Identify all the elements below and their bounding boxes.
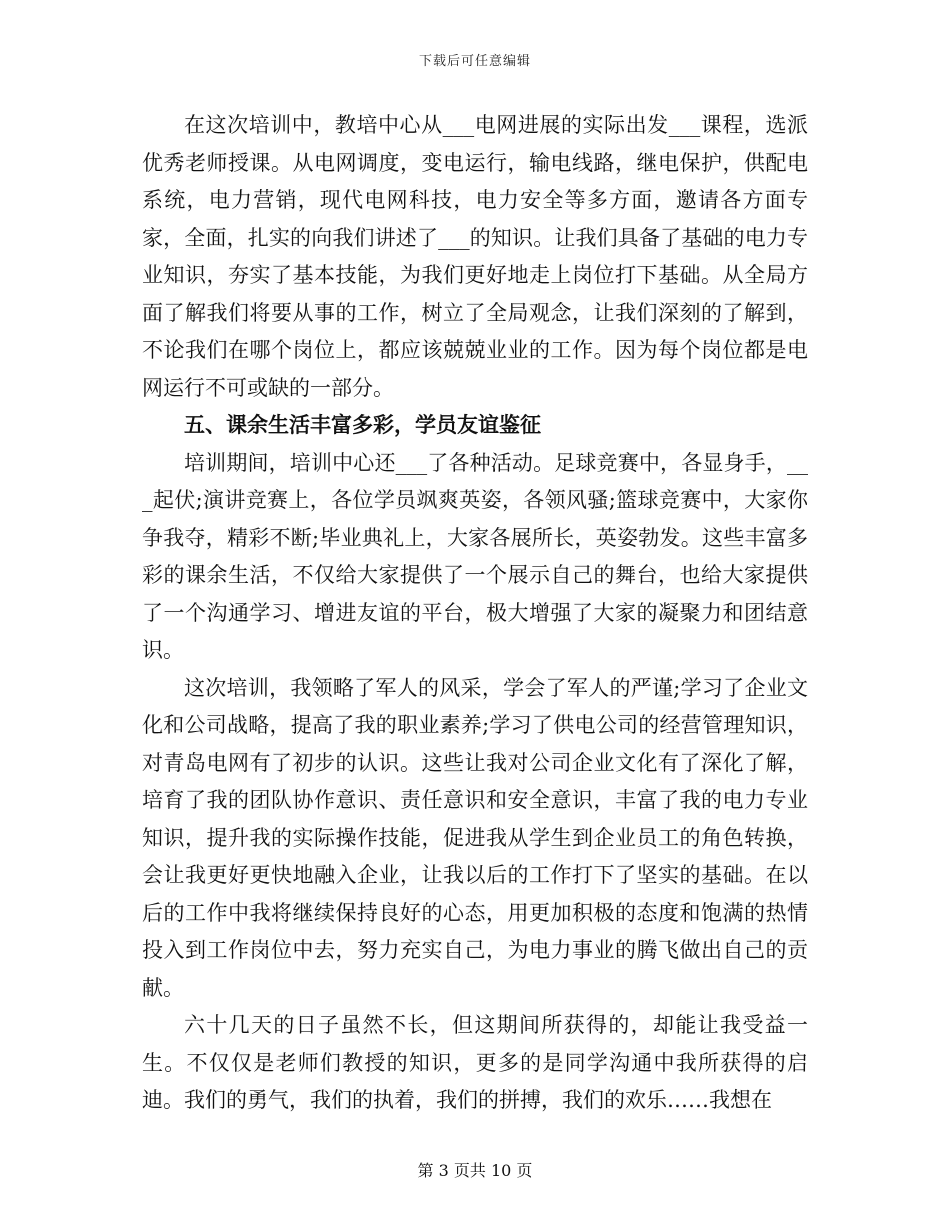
- paragraph-training-courses: 在这次培训中，教培中心从___电网进展的实际出发___课程，选派优秀老师授课。从电网调度，变电运行，输电线路，继电保护，供配电系统，电力营销，现代电网科技，电力安全等多方面，邀请各方面专家，全面，扎实的向我们讲述了___的知识。让我们具备了基础的电力专业知识，夯实了基本技能，为我们更好地走上岗位打下基础。从全局方面了解我们将要从事的工作，树立了全局观念，让我们深刻的了解到，不论我们在哪个岗位上，都应该兢兢业业的工作。因为每个岗位都是电网运行不可或缺的一部分。: [142, 113, 808, 400]
- document-body: [142, 107, 808, 1120]
- section-heading: 五、课余生活丰富多彩，学员友谊鉴征: [184, 413, 541, 437]
- paragraph-gains: 这次培训，我领略了军人的风采，学会了军人的严谨;学习了企业文化和公司战略，提高了我的职业素养;学习了供电公司的经营管理知识，对青岛电网有了初步的认识。这些让我对公司企业文化有了深化了解，培育了我的团队协作意识、责任意识和安全意识，丰富了我的电力专业知识，提升我的实际操作技能，促进我从学生到企业员工的角色转换，会让我更好更快地融入企业，让我以后的工作打下了坚实的基础。在以后的工作中我将继续保持良好的心态，用更加积极的态度和饱满的热情投入到工作岗位中去，努力充实自己，为电力事业的腾飞做出自己的贡献。: [142, 675, 808, 1000]
- paragraph-conclusion: 六十几天的日子虽然不长，但这期间所获得的，却能让我受益一生。不仅仅是老师们教授的知识，更多的是同学沟通中我所获得的启迪。我们的勇气，我们的执着，我们的拼搏，我们的欢乐……我想在: [142, 1013, 808, 1112]
- page-number: 第 3 页共 10 页: [417, 1161, 533, 1180]
- paragraph-activities: 培训期间，培训中心还___了各种活动。足球竞赛中，各显身手，___起伏;演讲竞赛上，各位学员飒爽英姿，各领风骚;篮球竞赛中，大家你争我夺，精彩不断;毕业典礼上，大家各展所长，英姿勃发。这些丰富多彩的课余生活，不仅给大家提供了一个展示自己的舞台，也给大家提供了一个沟通学习、增进友谊的平台，极大增强了大家的凝聚力和团结意识。: [142, 450, 808, 662]
- page-header: 下载后可任意编辑: [418, 54, 531, 69]
